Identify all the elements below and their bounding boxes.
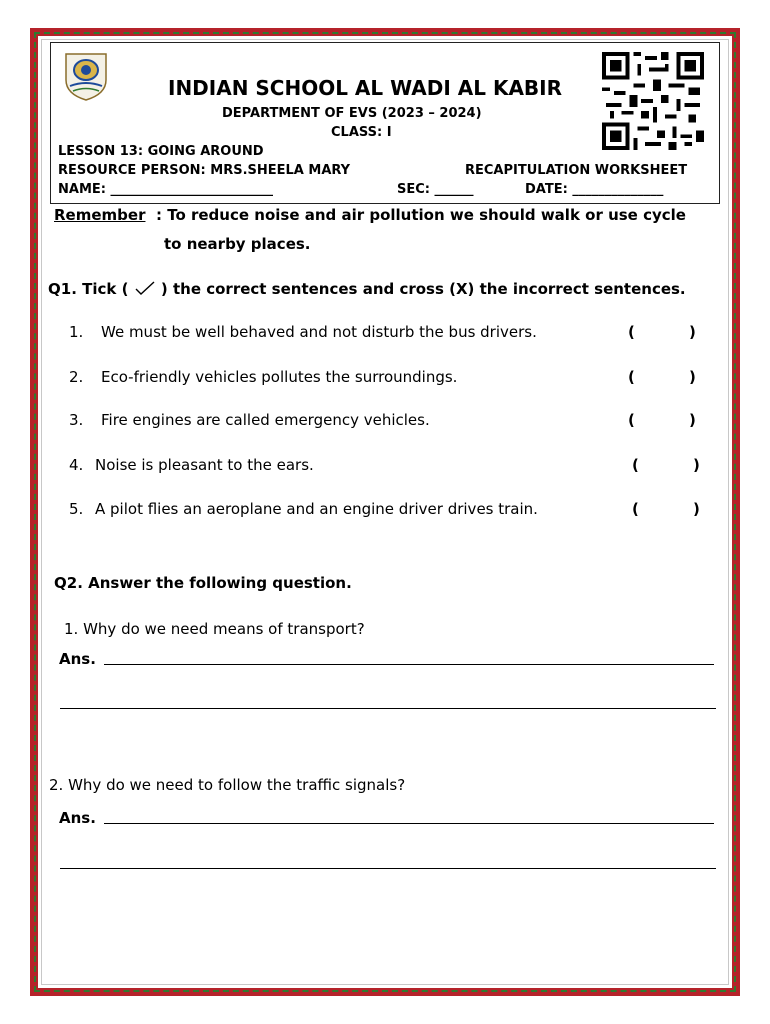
name-field[interactable]: NAME: _________________________ bbox=[58, 182, 273, 197]
q1-item-number: 2. bbox=[69, 368, 84, 386]
q1-item-text: Noise is pleasant to the ears. bbox=[95, 456, 314, 474]
school-name: INDIAN SCHOOL AL WADI AL KABIR bbox=[168, 76, 563, 100]
tick-mark-icon bbox=[134, 280, 156, 296]
answer-bracket-open[interactable]: ( bbox=[632, 500, 639, 518]
answer-bracket-open[interactable]: ( bbox=[628, 411, 635, 429]
q1-title-suffix: ) the correct sentences and cross (X) the incorrect sentences. bbox=[160, 280, 686, 298]
worksheet-type: RECAPITULATION WORKSHEET bbox=[465, 163, 688, 178]
resource-person: RESOURCE PERSON: MRS.SHEELA MARY bbox=[58, 163, 351, 178]
q1-item-number: 3. bbox=[69, 411, 84, 429]
date-field[interactable]: DATE: ______________ bbox=[525, 182, 664, 197]
answer-bracket-open[interactable]: ( bbox=[632, 456, 639, 474]
q1-item-text: Fire engines are called emergency vehicles. bbox=[101, 411, 430, 429]
school-logo-icon bbox=[60, 50, 112, 102]
answer-bracket-close: ) bbox=[689, 323, 696, 341]
answer-line[interactable] bbox=[104, 664, 714, 665]
q1-title-prefix: Q1. Tick ( bbox=[48, 280, 129, 298]
q1-item-number: 5. bbox=[69, 500, 84, 518]
q1-item-text: We must be well behaved and not disturb the bus drivers. bbox=[101, 323, 537, 341]
q2-question: 1. Why do we need means of transport? bbox=[64, 620, 365, 638]
remember-text-continued: to nearby places. bbox=[164, 235, 311, 253]
q1-item-number: 1. bbox=[69, 323, 84, 341]
q2-question: 2. Why do we need to follow the traffic signals? bbox=[49, 776, 406, 794]
q2-title: Q2. Answer the following question. bbox=[54, 574, 352, 592]
q1-title bbox=[48, 280, 686, 298]
answer-bracket-close: ) bbox=[689, 411, 696, 429]
answer-line[interactable] bbox=[104, 823, 714, 824]
remember-text: : To reduce noise and air pollution we should walk or use cycle bbox=[156, 206, 686, 224]
answer-line[interactable] bbox=[60, 868, 716, 869]
class-label: CLASS: I bbox=[331, 125, 392, 140]
answer-label: Ans. bbox=[59, 650, 96, 668]
q1-item-number: 4. bbox=[69, 456, 84, 474]
lesson-title: LESSON 13: GOING AROUND bbox=[58, 144, 264, 159]
section-field[interactable]: SEC: ______ bbox=[397, 182, 474, 197]
answer-bracket-close: ) bbox=[693, 456, 700, 474]
answer-bracket-open[interactable]: ( bbox=[628, 323, 635, 341]
q1-item-text: Eco-friendly vehicles pollutes the surroundings. bbox=[101, 368, 458, 386]
department-title: DEPARTMENT OF EVS (2023 – 2024) bbox=[222, 106, 482, 121]
q1-item-text: A pilot flies an aeroplane and an engine driver drives train. bbox=[95, 500, 538, 518]
answer-bracket-close: ) bbox=[693, 500, 700, 518]
answer-bracket-close: ) bbox=[689, 368, 696, 386]
remember-label: Remember bbox=[54, 206, 146, 224]
qr-code-icon bbox=[601, 52, 705, 150]
answer-line[interactable] bbox=[60, 708, 716, 709]
answer-bracket-open[interactable]: ( bbox=[628, 368, 635, 386]
answer-label: Ans. bbox=[59, 809, 96, 827]
